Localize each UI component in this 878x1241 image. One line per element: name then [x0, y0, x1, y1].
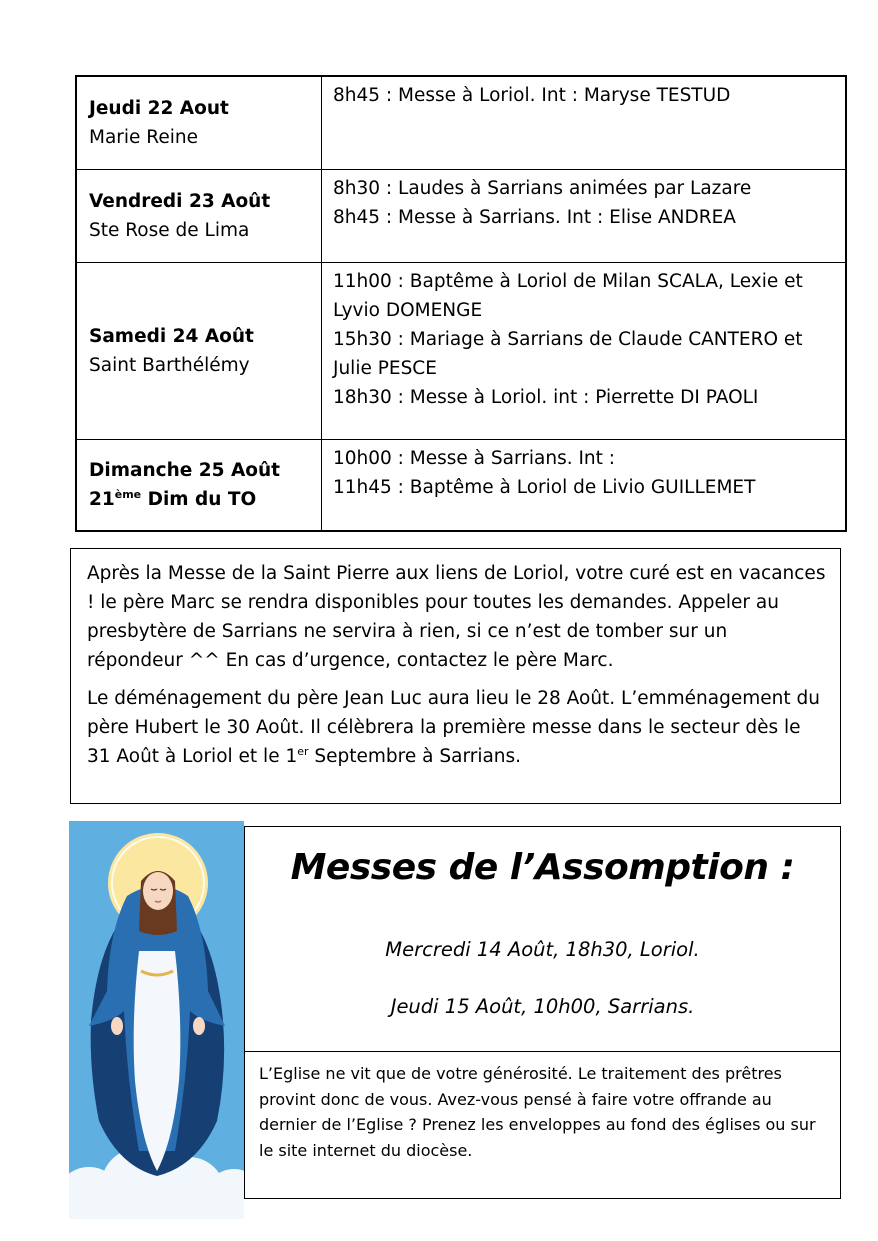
mass-schedule-table — [75, 75, 847, 532]
events-cell — [322, 169, 847, 262]
saint-name: Saint Barthélémy — [89, 354, 250, 376]
day-name: Jeudi 22 Aout — [89, 97, 229, 119]
event-line: 15h30 : Mariage à Sarrians de Claude CANTERO et Julie PESCE — [333, 328, 803, 379]
event-line: 8h45 : Messe à Loriol. Int : Maryse TESTUD — [333, 85, 731, 106]
day-cell — [76, 262, 322, 439]
day-name: Samedi 24 Août — [89, 325, 254, 347]
events-cell — [322, 76, 847, 169]
saint-name: Ste Rose de Lima — [89, 219, 250, 241]
events-cell — [322, 262, 847, 439]
assumption-masses-box — [244, 826, 841, 1052]
vacation-notice-box — [70, 548, 841, 804]
event-line: 11h00 : Baptême à Loriol de Milan SCALA, Lexie et Lyvio DOMENGE — [333, 270, 803, 321]
notice-paragraph: Après la Messe de la Saint Pierre aux liens de Loriol, votre curé est en vacances ! le père Marc se rendra disponibles pour toutes les demandes. Appeler au presbytère de Sarrians ne servira à rien, si ce n’est de tomber sur un répondeur ^^ En cas d’urgence, contactez le père Marc. — [87, 563, 826, 671]
donation-appeal-box: L’Eglise ne vit que de votre générosité. Le traitement des prêtres provint donc de vous. Avez-vous pensé à faire votre offrande au dernier de l’Eglise ? Prenez les enveloppes au fond des églises ou sur le site internet du diocèse. — [244, 1051, 841, 1199]
schedule-row — [76, 262, 846, 439]
event-line: 8h30 : Laudes à Sarrians animées par Lazare — [333, 177, 752, 199]
events-cell — [322, 439, 847, 531]
event-line: 8h45 : Messe à Sarrians. Int : Elise ANDREA — [333, 206, 736, 228]
saint-name: Marie Reine — [89, 126, 198, 148]
notice-paragraph: Le déménagement du père Jean Luc aura lieu le 28 Août. L’emménagement du père Hubert le 30 Août. Il célèbrera la première messe dans le secteur dès le 31 Août à Loriol et le 1er Septembre à Sarrians. — [87, 688, 820, 767]
assumption-mass-2: Jeudi 15 Août, 10h00, Sarrians. — [390, 995, 695, 1018]
day-cell — [76, 169, 322, 262]
virgin-mary-illustration — [69, 821, 244, 1219]
event-line: 10h00 : Messe à Sarrians. Int : — [333, 447, 616, 469]
day-name: Vendredi 23 Août — [89, 190, 271, 212]
day-name: Dimanche 25 Août — [89, 459, 280, 481]
event-line: 18h30 : Messe à Loriol. int : Pierrette DI PAOLI — [333, 386, 759, 408]
liturgical-sunday: 21ème Dim du TO — [89, 487, 257, 510]
schedule-row — [76, 76, 846, 169]
assumption-title: Messes de l’Assomption : — [290, 847, 795, 888]
schedule-row — [76, 169, 846, 262]
event-line: 11h45 : Baptême à Loriol de Livio GUILLEMET — [333, 476, 756, 498]
day-cell — [76, 439, 322, 531]
day-cell — [76, 76, 322, 169]
schedule-row — [76, 439, 846, 531]
assumption-mass-1: Mercredi 14 Août, 18h30, Loriol. — [385, 938, 700, 961]
